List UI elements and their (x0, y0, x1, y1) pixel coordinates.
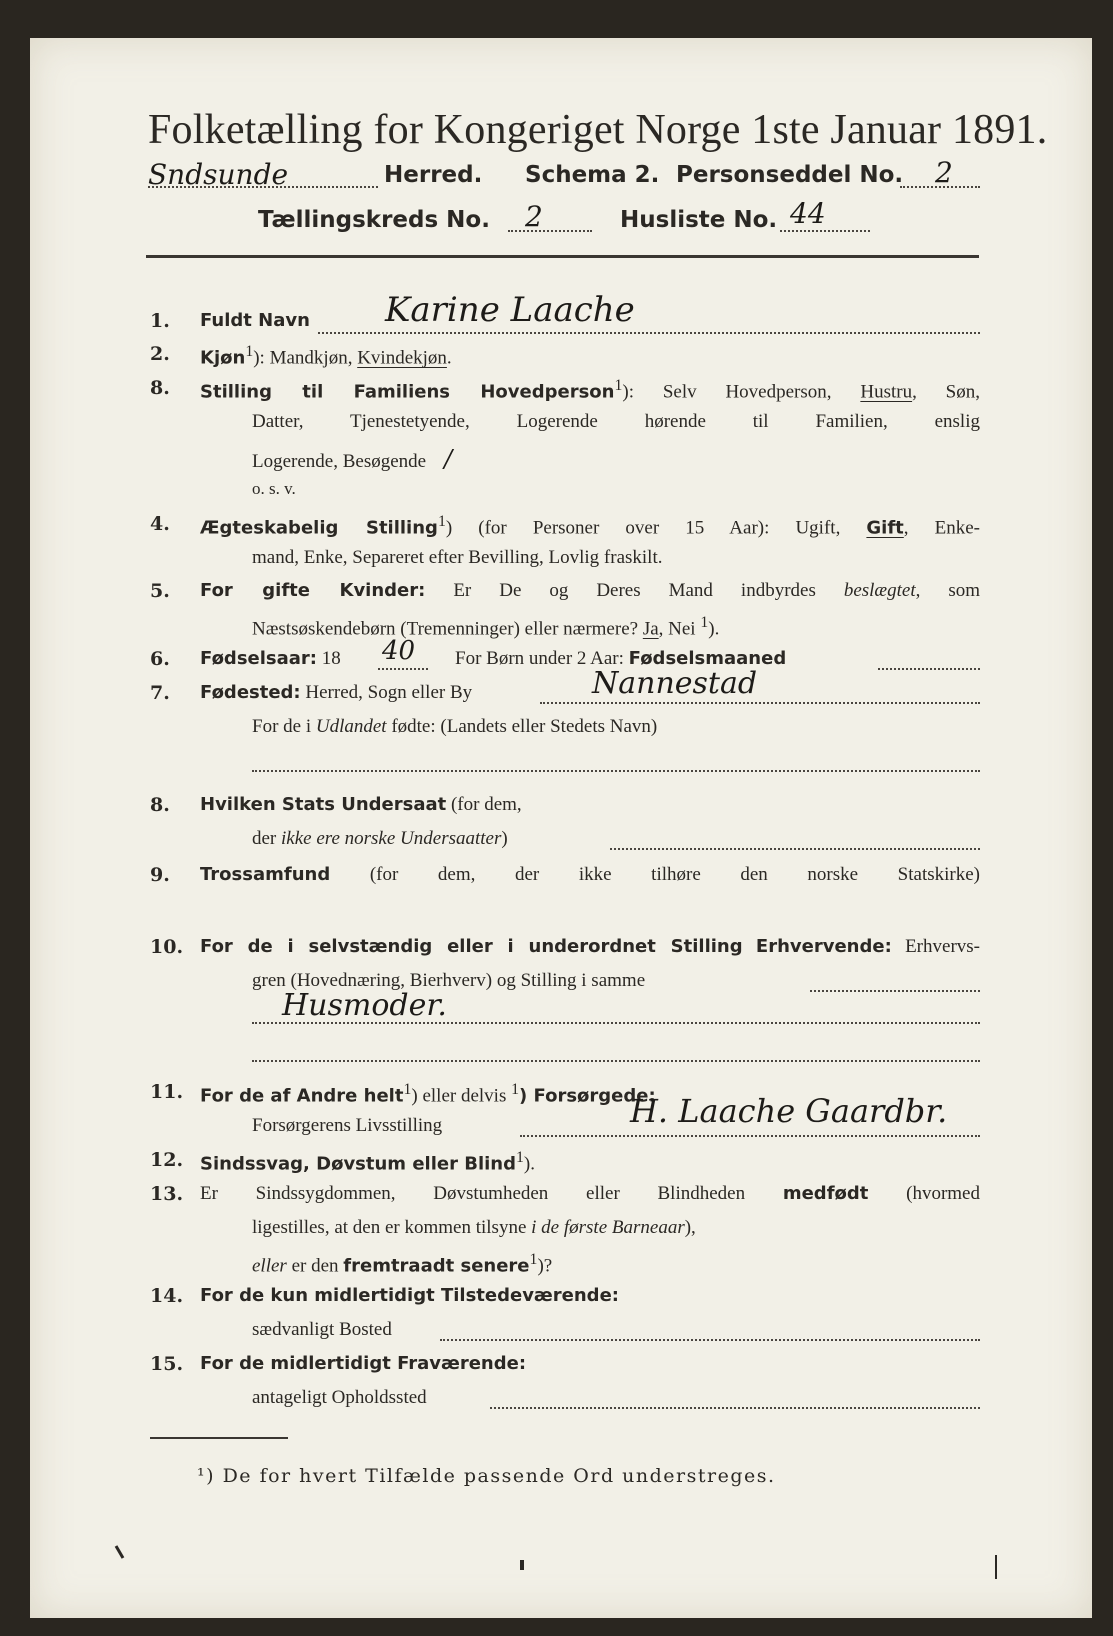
field-8-line-2: der ikke ere norske Undersaatter) (252, 828, 508, 849)
taellingskreds-dotted-line (508, 230, 592, 232)
personseddel-label: Personseddel No. (676, 162, 904, 188)
field-6-dotted-line (878, 668, 980, 670)
field-14-line-2: sædvanligt Bosted (252, 1319, 392, 1340)
field-11-line-2: Forsørgerens Livsstilling (252, 1115, 443, 1136)
field-1-number: 1. (150, 310, 170, 332)
field-13-number: 13. (150, 1183, 184, 1205)
field-8-number: 8. (150, 794, 170, 816)
birth-year-value: 40 (382, 636, 416, 666)
husliste-number: 44 (790, 197, 826, 230)
field-14-line-1: For de kun midlertidigt Tilstedeværende: (200, 1285, 619, 1306)
field-9-number: 9. (150, 864, 170, 886)
field-10-number: 10. (150, 936, 184, 958)
hustru-underlined: Hustru (860, 381, 913, 403)
field-7-dotted-line-2 (252, 770, 980, 772)
field-13-line-2: ligestilles, at den er kommen tilsyne i de første Barneaar), (252, 1217, 696, 1238)
field-6-months: For Børn under 2 Aar: Fødselsmaaned (455, 648, 787, 669)
field-4-line-1: Ægteskabelig Stilling$^1$) (for Personer over 15 Aar): Ugift, Gift, Enke- (200, 513, 980, 539)
herred-dotted-line (148, 186, 378, 188)
provider-value: H. Laache Gaardbr. (630, 1092, 948, 1130)
field-12-number: 12. (150, 1149, 184, 1171)
field-11-line-1: For de af Andre helt$^1$) eller delvis $^1$) Forsørgede: (200, 1081, 656, 1107)
field-10-dotted-line-3 (252, 1060, 980, 1062)
field-14-number: 14. (150, 1285, 184, 1307)
field-3-line-2: Datter, Tjenestetyende, Logerende hørende til Familien, enslig (252, 411, 980, 432)
paper-mark (995, 1555, 997, 1579)
field-6-number: 6. (150, 648, 170, 670)
husliste-label: Husliste No. (620, 207, 778, 233)
field-10-line-1: For de i selvstændig eller i underordnet Stilling Erhvervende: Erhvervs- (200, 936, 980, 957)
birthplace-value: Nannestad (592, 666, 758, 701)
field-12-line: Sindssvag, Døvstum eller Blind$^1$). (200, 1149, 535, 1175)
field-13-line-1: Er Sindssygdommen, Døvstumheden eller Blindheden medfødt (hvormed (200, 1183, 980, 1204)
field-6-label: Fødselsaar: 18 (200, 648, 341, 669)
field-2-number: 2. (150, 343, 170, 365)
herred-handwritten: Sndsunde (148, 158, 289, 191)
field-3-number: 8. (150, 377, 170, 399)
footnote-rule (150, 1437, 288, 1439)
field-1-name-value: Karine Laache (385, 290, 635, 330)
field-3-line-4: o. s. v. (252, 479, 296, 498)
field-1-label: Fuldt Navn (200, 310, 310, 331)
form-title: Folketælling for Kongeriget Norge 1ste Januar 1891. (148, 107, 1048, 153)
field-3-line-1: Stilling til Familiens Hovedperson$^1$): Selv Hovedperson, Hustru, Søn, (200, 377, 980, 403)
gift-underlined: Gift (866, 517, 904, 539)
paper-mark (520, 1560, 524, 1570)
field-15-dotted-line (490, 1407, 980, 1409)
field-8-dotted-line (610, 848, 980, 850)
field-5-line-2: Næstsøskendebørn (Tremenninger) eller nærmere? Ja, Nei $^1$). (252, 614, 720, 640)
footnote: ¹) De for hvert Tilfælde passende Ord understreges. (197, 1465, 776, 1487)
taellingskreds-label: Tællingskreds No. (258, 207, 490, 233)
field-15-line-1: For de midlertidigt Fraværende: (200, 1353, 527, 1374)
field-7-number: 7. (150, 682, 170, 704)
kvindekjon-underlined: Kvindekjøn (357, 347, 447, 369)
taellingskreds-number: 2 (525, 200, 543, 233)
herred-label: Herred. (384, 162, 483, 188)
field-11-number: 11. (150, 1081, 184, 1103)
field-2-line: Kjøn$^1$): Mandkjøn, Kvindekjøn. (200, 343, 452, 369)
field-10-dotted-line (810, 990, 980, 992)
field-7-dotted-line (540, 702, 980, 704)
field-14-dotted-line (440, 1339, 980, 1341)
field-11-dotted-line (520, 1135, 980, 1137)
personseddel-dotted-line (900, 186, 980, 188)
field-7-line-1: Fødested: Herred, Sogn eller By (200, 682, 473, 703)
field-9-line: Trossamfund (for dem, der ikke tilhøre den norske Statskirke) (200, 864, 980, 885)
husliste-dotted-line (780, 230, 870, 232)
field-8-line-1: Hvilken Stats Undersaat (for dem, (200, 794, 522, 815)
field-4-number: 4. (150, 513, 170, 535)
occupation-value: Husmoder. (282, 988, 447, 1023)
field-1-dotted-line (318, 332, 980, 334)
field-4-line-2: mand, Enke, Separeret efter Bevilling, Lovlig fraskilt. (252, 547, 663, 568)
field-5-number: 5. (150, 580, 170, 602)
field-7-line-2: For de i Udlandet fødte: (Landets eller Stedets Navn) (252, 716, 658, 737)
header-rule (146, 255, 979, 258)
field-5-line-1: For gifte Kvinder: Er De og Deres Mand indbyrdes beslægtet, som (200, 580, 981, 601)
ja-underlined: Ja (642, 618, 659, 640)
field-10-line-2: gren (Hovednæring, Bierhverv) og Stilling i samme (252, 970, 646, 991)
field-15-number: 15. (150, 1353, 184, 1375)
personseddel-number: 2 (935, 156, 953, 189)
field-3-line-3: Logerende, Besøgende / (252, 445, 453, 473)
field-15-line-2: antageligt Opholdssted (252, 1387, 427, 1408)
field-13-line-3: eller er den fremtraadt senere$^1$)? (252, 1251, 553, 1277)
schema-label: Schema 2. (525, 162, 660, 188)
birth-year-dotted-line (378, 668, 428, 670)
census-form-sheet (30, 38, 1092, 1618)
field-10-dotted-line-2 (252, 1022, 980, 1024)
